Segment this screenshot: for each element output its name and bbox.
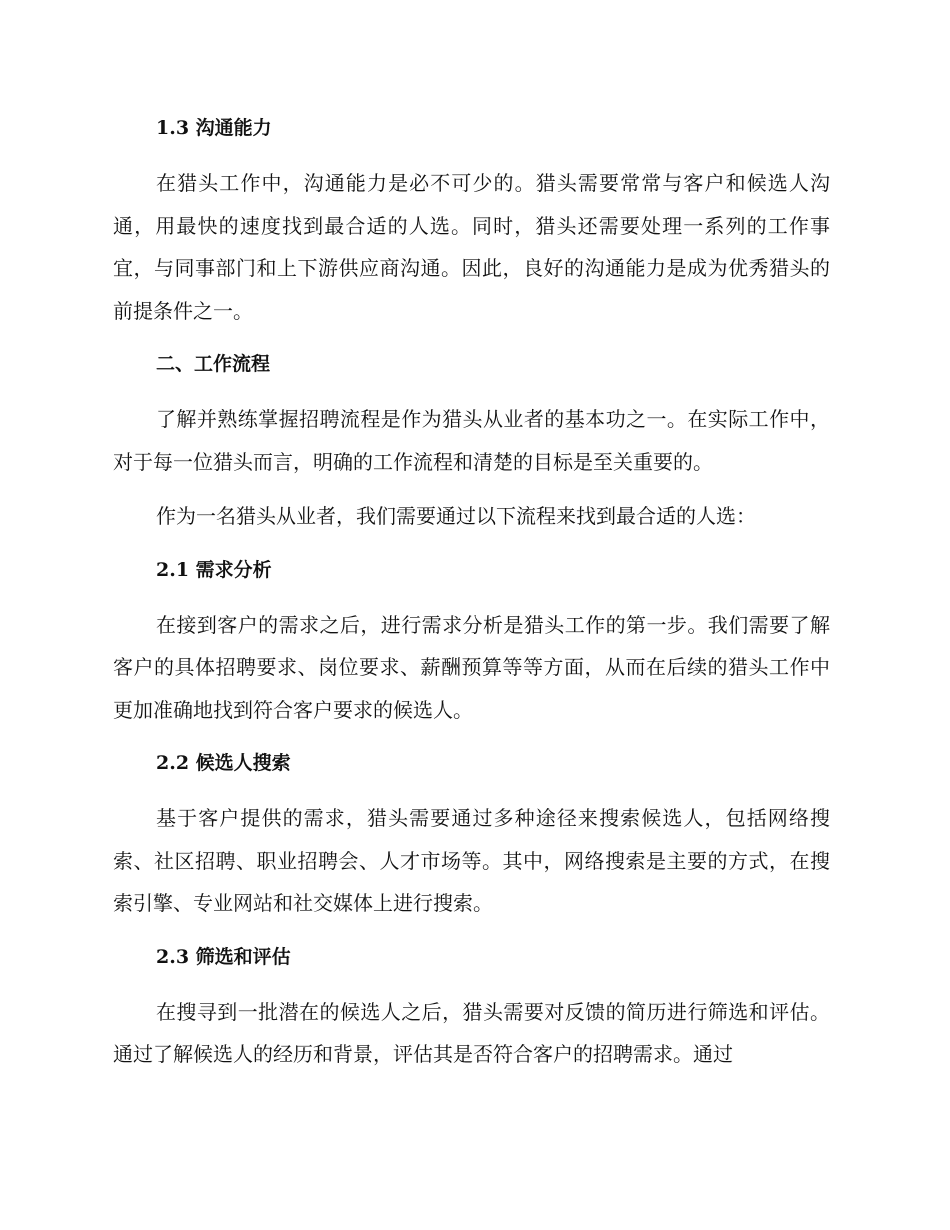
paragraph-workflow-steps: 作为一名猎头从业者，我们需要通过以下流程来找到最合适的人选： xyxy=(156,504,756,528)
section-heading-communication: 1.3 沟通能力 xyxy=(156,117,272,139)
section-heading-candidate-search: 2.2 候选人搜索 xyxy=(156,752,291,774)
section-heading-needs-analysis: 2.1 需求分析 xyxy=(156,558,272,581)
paragraph-screening: 在搜寻到一批潜在的候选人之后，猎头需要对反馈的简历进行筛选和评估。通过了解候选人的经历和背景，评估其是否符合客户的招聘需求。通过 xyxy=(113,999,830,1066)
paragraph-communication: 在猎头工作中，沟通能力是必不可少的。猎头需要常常与客户和候选人沟通，用最快的速度找到最合适的人选。同时，猎头还需要处理一系列的工作事宜，与同事部门和上下游供应商沟通。因此，良好的沟通能力是成为优秀猎头的前提条件之一。 xyxy=(113,171,830,323)
section-heading-workflow: 二、工作流程 xyxy=(156,353,271,375)
document-body xyxy=(113,108,830,1076)
paragraph-needs-analysis: 在接到客户的需求之后，进行需求分析是猎头工作的第一步。我们需要了解客户的具体招聘要求、岗位要求、薪酬预算等等方面，从而在后续的猎头工作中更加准确地找到符合客户要求的候选人。 xyxy=(113,612,830,722)
paragraph-candidate-search: 基于客户提供的需求，猎头需要通过多种途径来搜索候选人，包括网络搜索、社区招聘、职业招聘会、人才市场等。其中，网络搜索是主要的方式，在搜索引擎、专业网站和社交媒体上进行搜索。 xyxy=(113,806,830,915)
paragraph-workflow-intro: 了解并熟练掌握招聘流程是作为猎头从业者的基本功之一。在实际工作中，对于每一位猎头而言，明确的工作流程和清楚的目标是至关重要的。 xyxy=(113,407,830,474)
section-heading-screening: 2.3 筛选和评估 xyxy=(156,945,291,968)
